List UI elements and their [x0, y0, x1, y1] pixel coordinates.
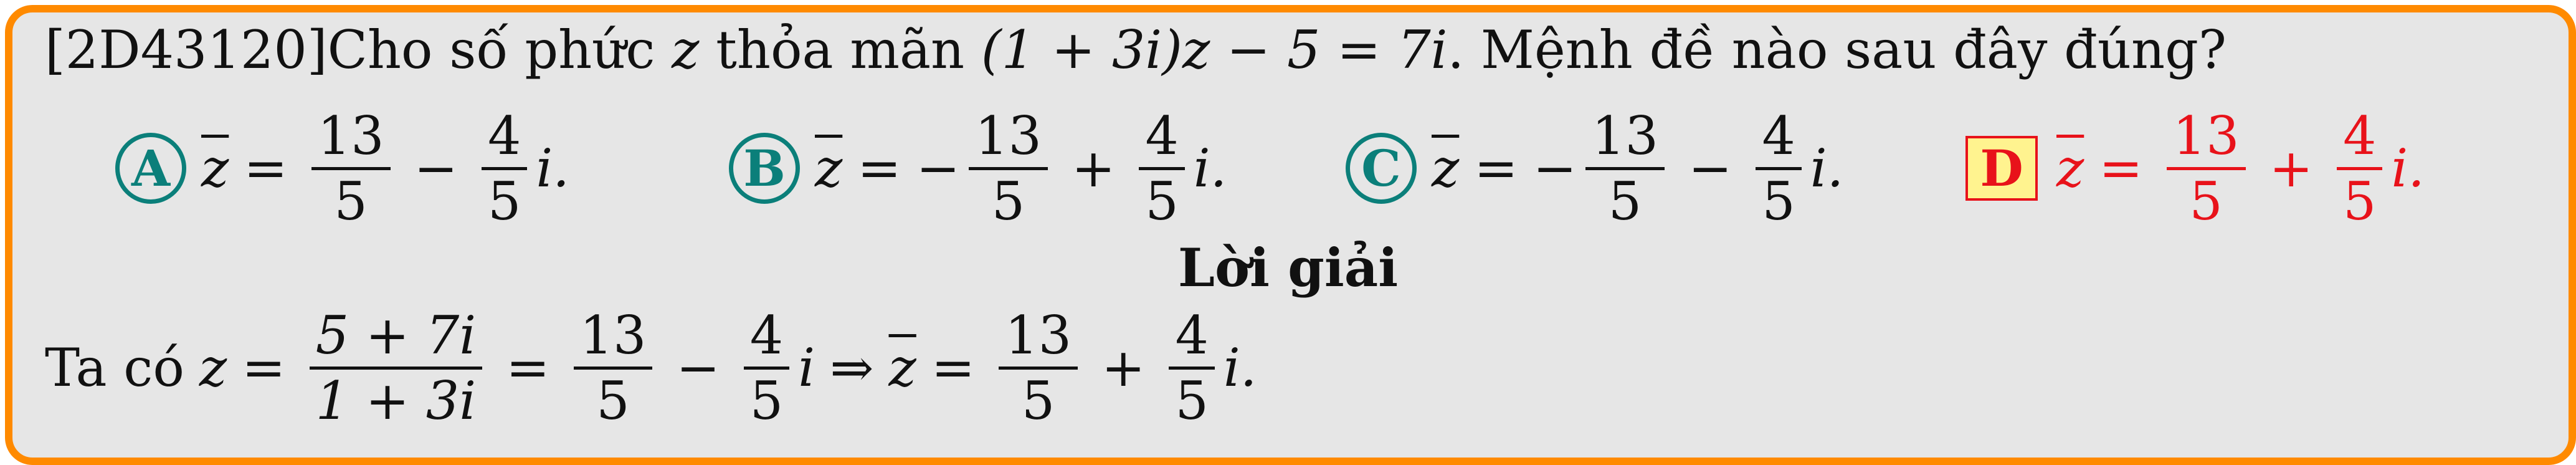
option-c-tail: i. [1810, 138, 1844, 199]
option-c-lhs: $\overline{z}$ [1432, 138, 1460, 199]
question-text-c: . Mệnh đề nào sau đây đúng? [1447, 19, 2227, 80]
option-d-tail: i. [2391, 138, 2425, 199]
question-var-z: z [672, 19, 700, 80]
option-d-op: + [2269, 138, 2313, 199]
question-equation: (1 + 3i)z − 5 = 7i [981, 19, 1448, 80]
option-b[interactable] [729, 93, 1227, 243]
solution-i: i [798, 337, 815, 398]
option-d-eq: = [2099, 138, 2143, 199]
option-d-badge[interactable]: D [1965, 136, 2038, 201]
option-b-op: + [1071, 138, 1116, 199]
solution-line [45, 293, 1257, 443]
solution-zbar: $\overline{z}$ [888, 337, 916, 398]
option-a-lhs: $\overline{z}$ [201, 138, 229, 199]
solution-eq: = [242, 337, 286, 398]
option-a[interactable] [115, 93, 569, 243]
option-c-badge[interactable]: C [1346, 133, 1417, 204]
solution-frac1: 5 + 7i 1 + 3i [310, 304, 483, 432]
option-d-frac1: 13 5 [2167, 105, 2246, 232]
option-a-badge[interactable]: A [115, 133, 186, 204]
solution-heading: Lời giải [1177, 237, 1399, 299]
question-id: [2D43120] [45, 19, 328, 80]
solution-tail: i. [1223, 337, 1257, 398]
option-b-eq: = [857, 138, 901, 199]
option-d[interactable] [1965, 93, 2425, 243]
option-b-frac1: 13 5 [969, 105, 1048, 232]
option-c-frac2: 4 5 [1756, 105, 1801, 232]
solution-frac2: 13 5 [574, 304, 653, 432]
option-c-eq: = [1474, 138, 1518, 199]
option-c-sign: − [1533, 138, 1577, 199]
solution-eq2: = [506, 337, 550, 398]
option-b-tail: i. [1193, 138, 1227, 199]
option-a-eq: = [244, 138, 288, 199]
question-text-b: thỏa mãn [716, 19, 965, 80]
solution-prefix: Ta có [45, 337, 184, 398]
option-a-frac1: 13 5 [311, 105, 391, 232]
option-a-frac2: 4 5 [482, 105, 527, 232]
option-a-tail: i. [536, 138, 569, 199]
solution-z: z [199, 337, 227, 398]
question-text-a: Cho số phức [327, 19, 655, 80]
option-b-lhs: $\overline{z}$ [815, 138, 843, 199]
option-b-frac2: 4 5 [1139, 105, 1184, 232]
option-a-op: − [414, 138, 458, 199]
option-d-frac2: 4 5 [2337, 105, 2382, 232]
solution-frac5: 4 5 [1169, 304, 1214, 432]
solution-implies: ⇒ [830, 337, 874, 398]
option-c-op: − [1688, 138, 1732, 199]
solution-plus: + [1101, 337, 1146, 398]
option-d-lhs: $\overline{z}$ [2056, 138, 2084, 199]
option-b-sign: − [916, 138, 961, 199]
solution-frac4: 13 5 [999, 304, 1078, 432]
solution-eq3: = [931, 337, 976, 398]
solution-frac3: 4 5 [744, 304, 789, 432]
question-line [45, 19, 2227, 81]
solution-minus: − [676, 337, 720, 398]
option-b-badge[interactable]: B [729, 133, 800, 204]
option-c[interactable] [1346, 93, 1843, 243]
option-c-frac1: 13 5 [1585, 105, 1665, 232]
